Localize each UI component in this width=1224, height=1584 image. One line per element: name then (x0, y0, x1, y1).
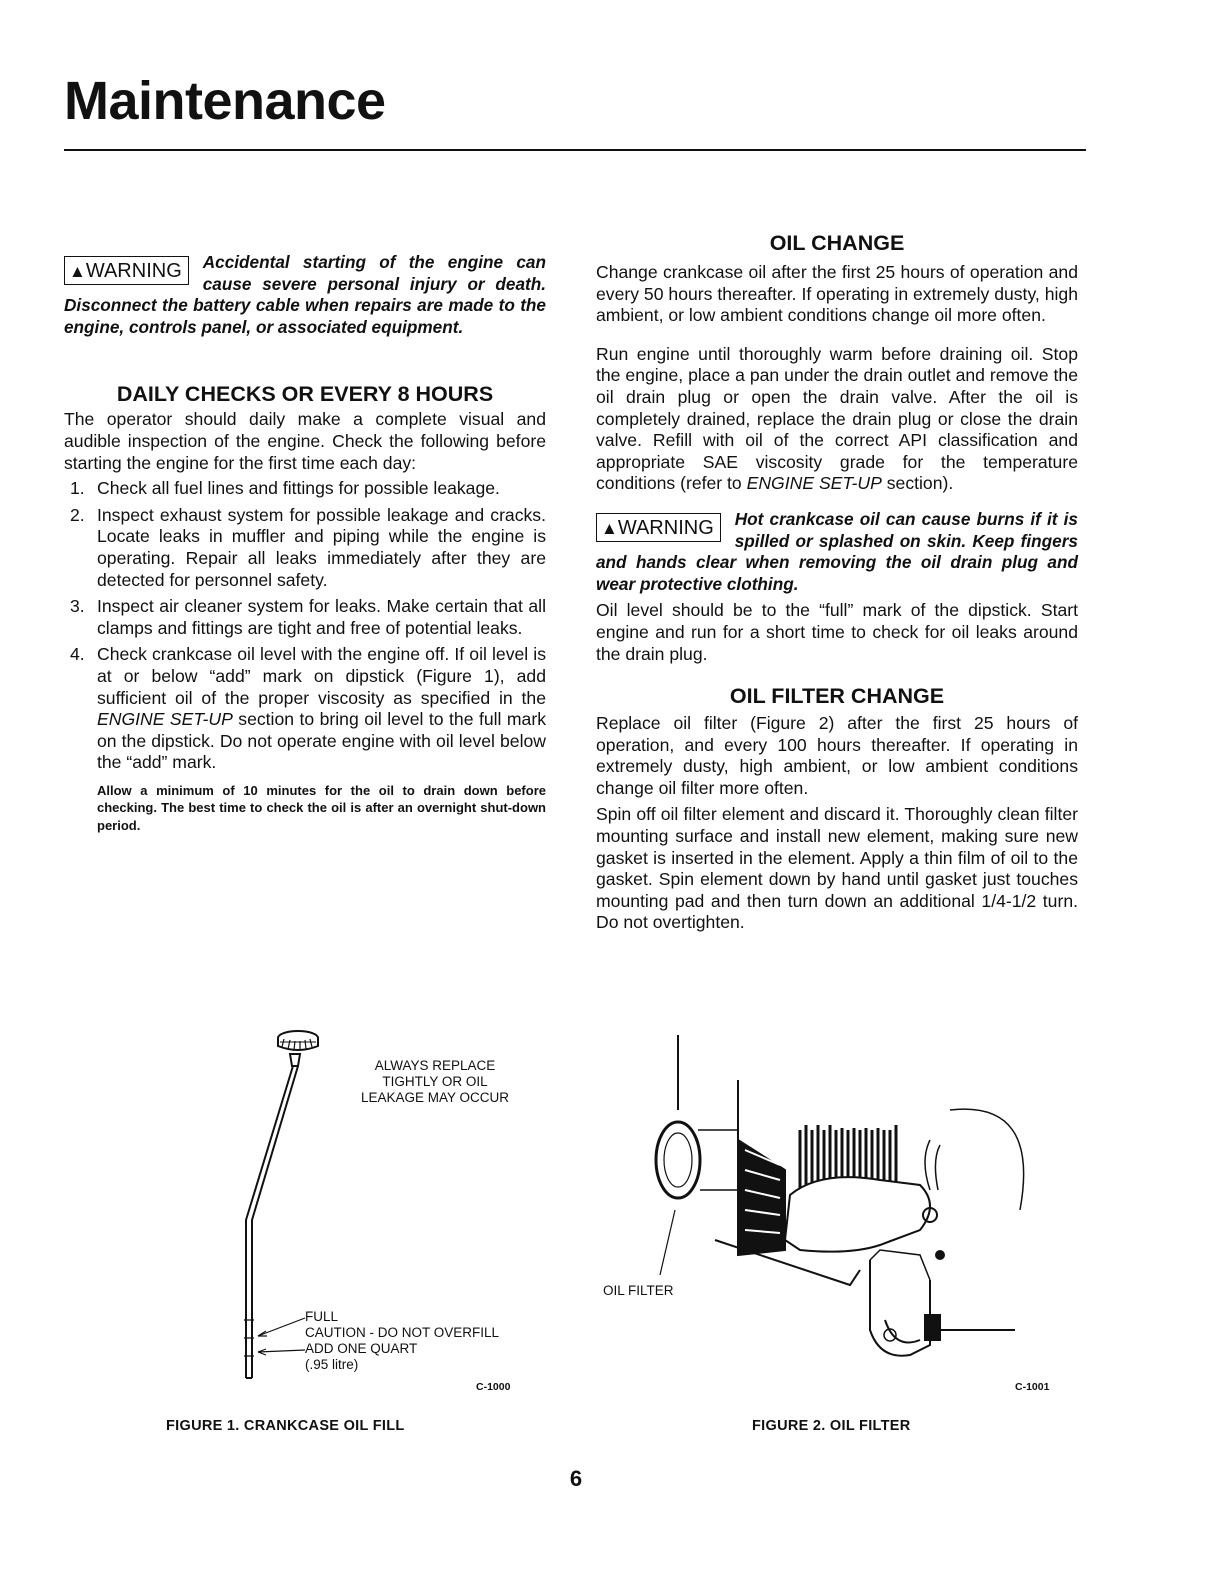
warning-text: Accidental starting of the engine can cause severe personal injury or death. Disconnect the battery cable when repairs are made to the engine, controls panel, or associated equipment. (64, 252, 546, 337)
list-item: 3. Inspect air cleaner system for leaks. Make certain that all clamps and fittings are tight and free of potential leaks. (70, 596, 546, 638)
list-item: 2. Inspect exhaust system for possible leakage and cracks. Locate leaks in muffler and piping while the engine is operating. Repair all leaks immediately after they are detected for personnel safety. (70, 504, 546, 590)
page-number: 6 (569, 1466, 583, 1491)
warning-text: Hot crankcase oil can cause burns if it is spilled or splashed on skin. Keep fingers and hands clear when removing the oil drain plug and wear protective clothing. (596, 508, 1078, 594)
page-title: Maintenance (64, 71, 386, 131)
figure2-caption: FIGURE 2. OIL FILTER (752, 1418, 911, 1434)
warning-badge (64, 256, 189, 285)
oil-change-para1: Change crankcase oil after the first 25 hours of operation and every 50 hours thereafter. If operating in extremely dusty, high ambient, or low ambient conditions change oil more often. (596, 262, 1078, 326)
list-item: 1. Check all fuel lines and fittings for possible leakage. (70, 478, 500, 499)
daily-checks-heading: DAILY CHECKS OR EVERY 8 HOURS (116, 382, 494, 407)
left-column (64, 252, 546, 834)
litre-label: (.95 litre) (305, 1357, 359, 1372)
warning-triangle-icon: ▲ (69, 262, 86, 281)
add-quart-label: ADD ONE QUART (305, 1341, 418, 1356)
oil-change-para2: Run engine until thoroughly warm before draining oil. Stop the engine, place a pan under the drain outlet and remove the oil drain plug or open the drain valve. After the oil is completely drained, replace the drain plug or close the drain valve. Refill with oil of the correct API classification and appropriate SAE viscosity grade for the temperature conditions (refer to ENGINE SET-UP section). (596, 343, 1078, 494)
oil-filter-heading: OIL FILTER CHANGE (729, 684, 945, 709)
warning-badge (596, 513, 721, 542)
warning-badge-label: WARNING (617, 516, 714, 539)
oil-check-note: Allow a minimum of 10 minutes for the oil to drain down before checking. The best time to check the oil is after an overnight shut-down period. (97, 782, 546, 833)
dipstick-leader-lines (250, 1300, 310, 1370)
figure1-code: C-1000 (476, 1381, 511, 1393)
dipstick-cap-label: ALWAYS REPLACE TIGHTLY OR OIL LEAKAGE MAY OCCUR (360, 1058, 510, 1105)
figure1-caption: FIGURE 1. CRANKCASE OIL FILL (166, 1418, 405, 1434)
list-item: 4. Check crankcase oil level with the engine off. If oil level is at or below “add” mark on dipstick (Figure 1), add sufficient oil of the proper viscosity as specified in the ENGINE SET-UP section to bring oil level to the full mark on the dipstick. Do not operate engine with oil level below the “add” mark. (70, 644, 546, 773)
warning-engine-start (64, 252, 546, 338)
right-column (596, 230, 1078, 934)
daily-checks-list (64, 478, 546, 774)
figure2-code: C-1001 (1015, 1381, 1050, 1393)
oil-change-heading: OIL CHANGE (769, 231, 905, 255)
oil-filter-para2: Spin off oil filter element and discard it. Thoroughly clean filter mounting surface and install new element, making sure new gasket is inserted in the element. Apply a thin film of oil to the gasket. Spin element down by hand until gasket just touches mounting pad and then turn down an additional 1/4-1/2 turn. Do not overtighten. (596, 804, 1078, 933)
warning-triangle-icon: ▲ (601, 518, 618, 538)
oil-change-para3: Oil level should be to the “full” mark of the dipstick. Start engine and run for a short time to check for oil leaks around the drain plug. (596, 600, 1078, 664)
oil-filter-illustration (620, 1030, 1040, 1380)
warning-badge-label: WARNING (85, 260, 182, 282)
daily-checks-intro: The operator should daily make a complete visual and audible inspection of the engine. Check the following before starting the engine for the first time each day: (64, 409, 546, 473)
full-mark-label: FULL (305, 1309, 339, 1324)
overfill-caution-label: CAUTION - DO NOT OVERFILL (305, 1325, 500, 1340)
oil-filter-para1: Replace oil filter (Figure 2) after the first 25 hours of operation, and every 100 hours thereafter. If operating in extremely dusty, high ambient, or low ambient conditions change oil filter more often. (596, 713, 1078, 798)
oil-filter-label: OIL FILTER (603, 1283, 674, 1298)
warning-hot-oil (596, 509, 1078, 595)
title-divider (64, 149, 1086, 151)
